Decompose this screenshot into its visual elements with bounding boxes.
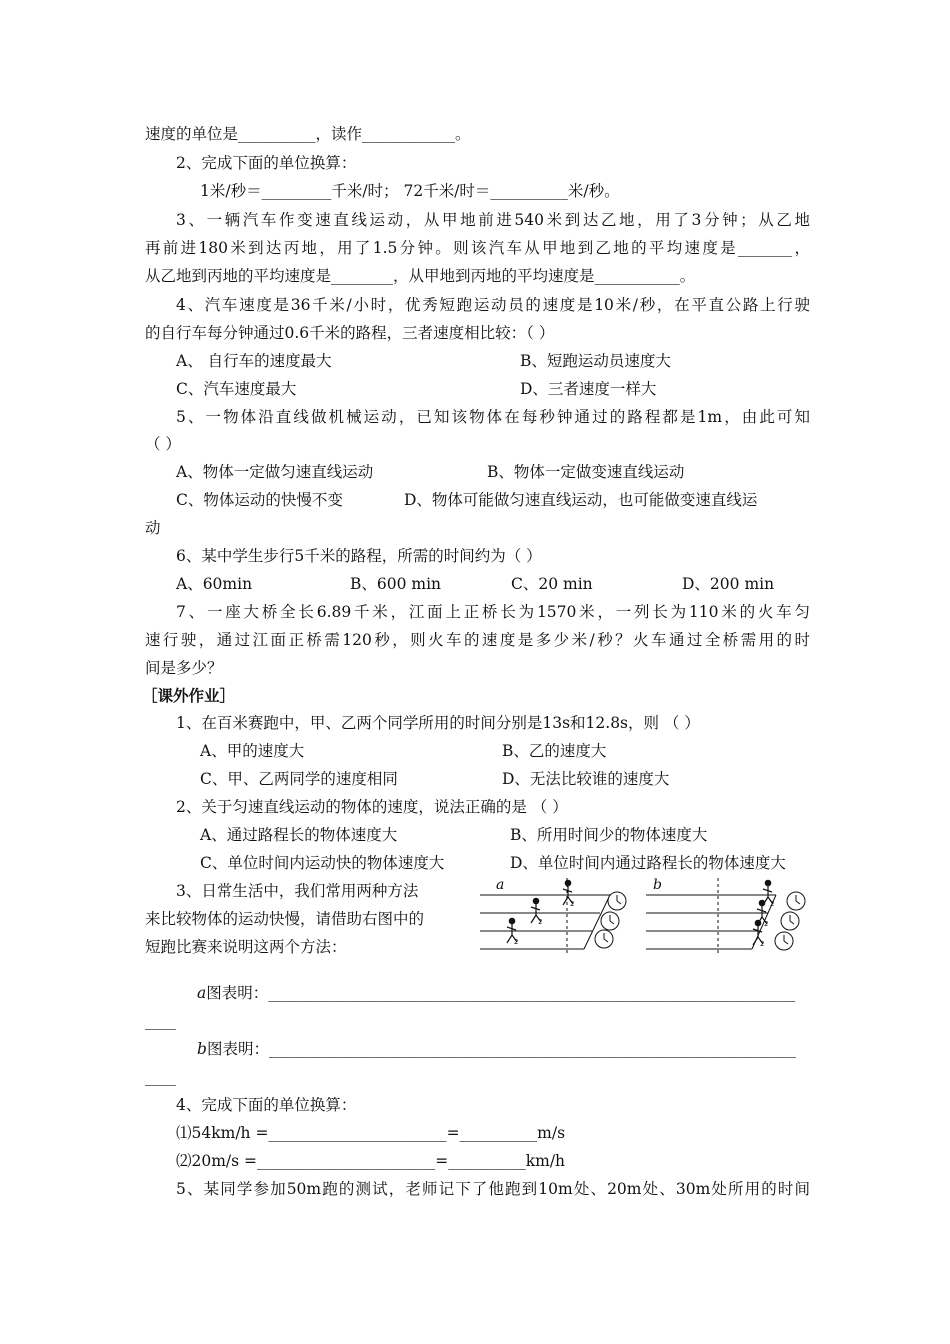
q2-conversion: 1米/秒＝_________千米/时； 72千米/时＝__________米/秒。 xyxy=(200,182,620,200)
race-figure: 2 a b xyxy=(470,873,815,963)
q5-option-a: A、物体一定做匀速直线运动 xyxy=(176,463,374,481)
q6-option-c: C、20 min xyxy=(511,575,593,593)
q2-stem: 2、完成下面的单位换算： xyxy=(176,154,357,172)
q7-line-3: 间是多少？ xyxy=(145,659,223,677)
runner-a-3 xyxy=(507,918,518,946)
panel-b xyxy=(646,877,805,953)
q1-tail: 速度的单位是__________，读作____________。 xyxy=(145,125,471,143)
q4-option-b: B、短跑运动员速度大 xyxy=(520,352,671,370)
h2-option-a: A、通过路程长的物体速度大 xyxy=(200,826,398,844)
clock-icon xyxy=(608,892,626,910)
h2-option-c: C、单位时间内运动快的物体速度大 xyxy=(200,854,445,872)
a-answer-blank[interactable]: ____________________________________________________________________ xyxy=(268,984,796,1002)
q4-line-2: 的自行车每分钟通过0.6千米的路程，三者速度相比较：（ ） xyxy=(145,324,555,342)
h1-option-a: A、甲的速度大 xyxy=(200,742,305,760)
a-letter: a xyxy=(197,984,207,1002)
h3-line-1: 3、日常生活中，我们常用两种方法 xyxy=(176,882,419,900)
h3-line-3: 短跑比赛来说明这两个方法： xyxy=(145,938,347,956)
b-blank-tail: ____ xyxy=(145,1068,176,1086)
h3-line-2: 来比较物体的运动快慢，请借助右图中的 xyxy=(145,910,425,928)
q4-option-c: C、汽车速度最大 xyxy=(176,380,297,398)
runner-a-2 xyxy=(531,898,542,926)
q3-line-1: 3、一辆汽车作变速直线运动，从甲地前进540米到达乙地，用了3分钟；从乙地 xyxy=(176,211,810,229)
h4-conversion-2: ⑵20m/s =_______________________=__________km/h xyxy=(176,1152,566,1170)
q4-option-d: D、三者速度一样大 xyxy=(520,380,657,398)
h2-option-b: B、所用时间少的物体速度大 xyxy=(510,826,708,844)
h4-stem: 4、完成下面的单位换算： xyxy=(176,1096,357,1114)
b-explanation-line xyxy=(197,1039,799,1059)
q7-line-2: 速行驶，通过江面正桥需120秒，则火车的速度是多少米/秒？火车通过全桥需用的时 xyxy=(145,631,810,649)
clock-icon xyxy=(781,912,799,930)
h1-option-c: C、甲、乙两同学的速度相同 xyxy=(200,770,398,788)
clock-icon xyxy=(595,930,613,948)
q3-line-3: 从乙地到丙地的平均速度是________，从甲地到丙地的平均速度是___________。 xyxy=(145,267,696,285)
b-answer-blank[interactable]: ____________________________________________________________________ xyxy=(268,1040,796,1058)
q5-option-c: C、物体运动的快慢不变 xyxy=(176,491,343,509)
a-blank-tail: ____ xyxy=(145,1012,176,1030)
clock-icon xyxy=(787,892,805,910)
h2-stem: 2、关于匀速直线运动的物体的速度，说法正确的是 （ ） xyxy=(176,798,568,816)
q3-line-2: 再前进180米到达丙地，用了1.5分钟。则该汽车从甲地到乙地的平均速度是_______， xyxy=(145,239,810,257)
q5-option-d: D、物体可能做匀速直线运动，也可能做变速直线运 xyxy=(404,491,758,509)
panel-a-label: a xyxy=(496,877,505,893)
q5-line-2: （ ） xyxy=(145,435,181,453)
a-explanation-line xyxy=(197,983,798,1003)
h1-option-b: B、乙的速度大 xyxy=(502,742,607,760)
a-label: 图表明： xyxy=(206,984,269,1002)
clock-icon xyxy=(775,932,793,950)
h1-option-d: D、无法比较谁的速度大 xyxy=(502,770,670,788)
h2-option-d: D、单位时间内通过路程长的物体速度大 xyxy=(510,854,786,872)
q6-stem: 6、某中学生步行5千米的路程，所需的时间约为（ ） xyxy=(176,547,542,565)
q5-line-1: 5、一物体沿直线做机械运动，已知该物体在每秒钟通过的路程都是1m，由此可知 xyxy=(176,408,810,426)
q6-option-b: B、600 min xyxy=(350,575,442,593)
panel-a xyxy=(480,877,626,953)
q5-option-b: B、物体一定做变速直线运动 xyxy=(487,463,685,481)
b-letter: b xyxy=(197,1040,207,1058)
runner-a-1 xyxy=(563,880,574,908)
h5-line-1: 5、某同学参加50m跑的测试，老师记下了他跑到10m处、20m处、30m处所用的时间 xyxy=(176,1180,810,1198)
q4-line-1: 4、汽车速度是36千米/小时，优秀短跑运动员的速度是10米/秒，在平直公路上行驶 xyxy=(176,296,810,314)
q6-option-d: D、200 min xyxy=(682,575,775,593)
q5-option-d-tail: 动 xyxy=(145,519,161,537)
q7-line-1: 7、一座大桥全长6.89千米，江面上正桥长为1570米，一列长为110米的火车匀 xyxy=(176,603,810,621)
clock-icon xyxy=(601,912,619,930)
panel-b-label: b xyxy=(653,877,662,893)
h1-stem: 1、在百米赛跑中，甲、乙两个同学所用的时间分别是13s和12.8s，则 （ ） xyxy=(176,714,700,732)
b-label: 图表明： xyxy=(206,1040,269,1058)
h4-conversion-1: ⑴54km/h =_______________________=__________m/s xyxy=(176,1124,566,1142)
q4-option-a: A、 自行车的速度最大 xyxy=(176,352,332,370)
section-title: ［课外作业］ xyxy=(142,687,236,705)
q6-option-a: A、60min xyxy=(176,575,253,593)
